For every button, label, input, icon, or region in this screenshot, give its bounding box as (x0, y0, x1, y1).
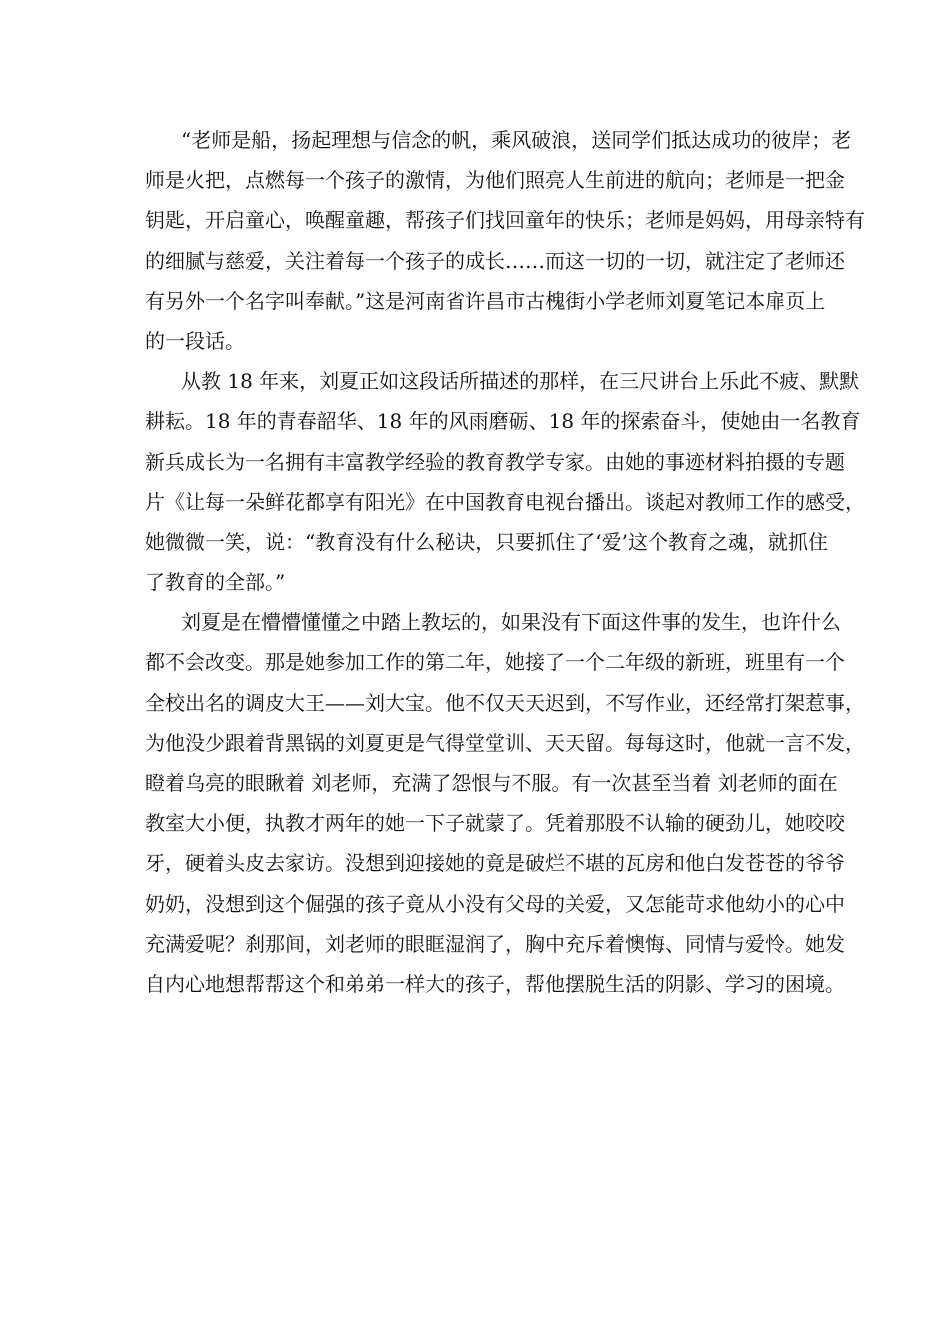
paragraph-line: 新兵成长为一名拥有丰富教学经验的教育教学专家。由她的事迹材料拍摄的专题 (145, 449, 845, 474)
paragraph-line: 的一段话。 (145, 328, 245, 353)
paragraph-line: 教室大小便，执教才两年的她一下子就蒙了。凭着那股不认输的硬劲儿，她咬咬 (145, 811, 845, 836)
paragraph-1 (145, 120, 865, 361)
paragraph-3 (145, 602, 865, 1004)
paragraph-line: 她微微一笑，说：“教育没有什么秘诀，只要抓住了‘爱’这个教育之魂，就抓住 (145, 529, 828, 554)
paragraph-line: 都不会改变。那是她参加工作的第二年，她接了一个二年级的新班，班里有一个 (145, 650, 845, 675)
paragraph-line: 自内心地想帮帮这个和弟弟一样大的孩子，帮他摆脱生活的阴影、学习的困境。 (145, 971, 845, 996)
paragraph-2 (145, 361, 865, 602)
paragraph-line: 刘夏是在懵懵懂懂之中踏上教坛的，如果没有下面这件事的发生，也许什么 (181, 610, 841, 635)
paragraph-line: 师是火把，点燃每一个孩子的激情，为他们照亮人生前进的航向；老师是一把金 (145, 168, 845, 193)
paragraph-line: 耕耘。18 年的青春韶华、18 年的风雨磨砺、18 年的探索奋斗，使她由一名教育 (145, 409, 861, 434)
paragraph-line: 从教 18 年来，刘夏正如这段话所描述的那样，在三尺讲台上乐此不疲、默默 (181, 369, 860, 394)
paragraph-line: 为他没少跟着背黑锅的刘夏更是气得堂堂训、天天留。每每这时，他就一言不发， (145, 730, 865, 755)
paragraph-line: 牙，硬着头皮去家访。没想到迎接她的竟是破烂不堪的瓦房和他白发苍苍的爷爷 (145, 851, 845, 876)
paragraph-line: 的细腻与慈爱，关注着每一个孩子的成长……而这一切的一切，就注定了老师还 (145, 248, 845, 273)
paragraph-line: 钥匙，开启童心，唤醒童趣，帮孩子们找回童年的快乐；老师是妈妈，用母亲特有 (145, 208, 865, 233)
document-body (145, 120, 865, 1004)
paragraph-line: 奶奶，没想到这个倔强的孩子竟从小没有父母的关爱，又怎能苛求他幼小的心中 (145, 891, 845, 916)
paragraph-line: 了教育的全部。” (145, 570, 286, 595)
paragraph-line: “老师是船，扬起理想与信念的帆，乘风破浪，送同学们抵达成功的彼岸；老 (181, 128, 852, 152)
paragraph-line: 瞪着乌亮的眼瞅着 刘老师，充满了怨恨与不服。有一次甚至当着 刘老师的面在 (145, 771, 838, 795)
paragraph-line: 片《让每一朵鲜花都享有阳光》在中国教育电视台播出。谈起对教师工作的感受， (145, 489, 865, 514)
paragraph-line: 有另外一个名字叫奉献。”这是河南省许昌市古槐街小学老师刘夏笔记本扉页上 (145, 288, 826, 313)
paragraph-line: 全校出名的调皮大王——刘大宝。他不仅天天迟到，不写作业，还经常打架惹事， (145, 690, 865, 715)
paragraph-line: 充满爱呢？刹那间，刘老师的眼眶湿润了，胸中充斥着懊悔、同情与爱怜。她发 (145, 931, 845, 956)
